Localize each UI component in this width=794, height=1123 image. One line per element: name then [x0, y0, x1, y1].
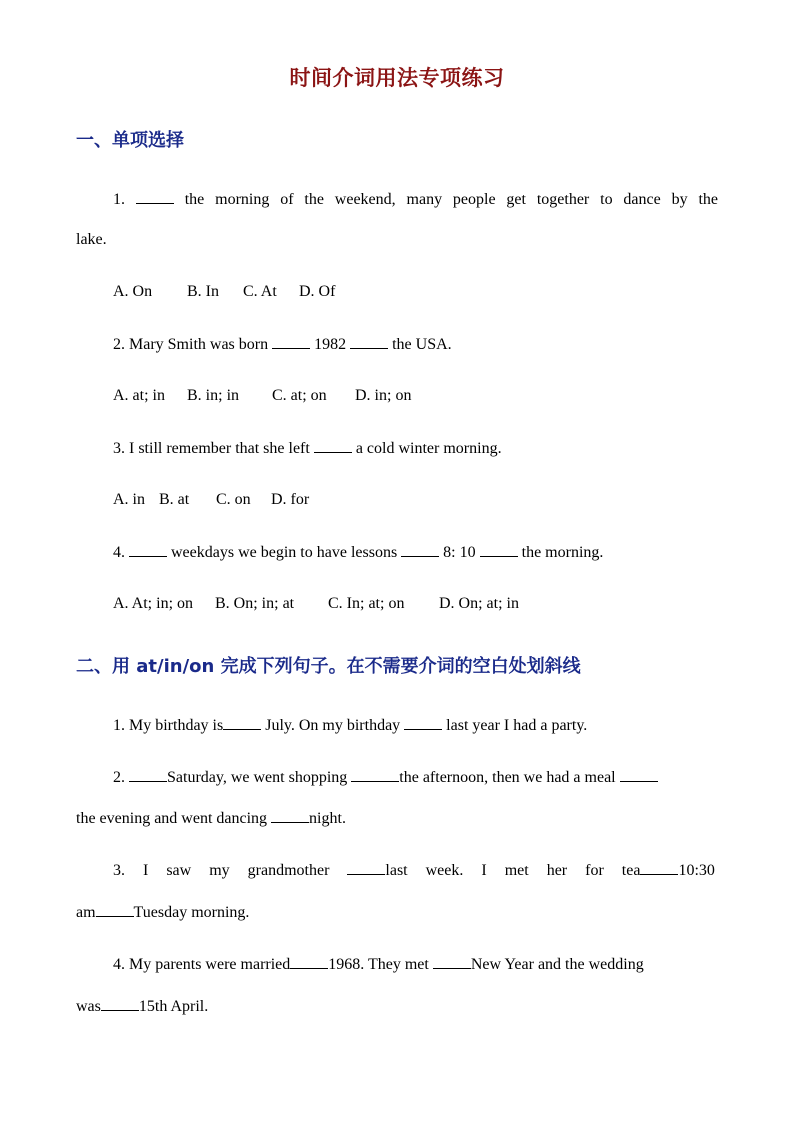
- question-number: 1.: [113, 191, 125, 208]
- question-2-options: [113, 386, 411, 406]
- sentence-text: was: [76, 998, 101, 1015]
- answer-blank[interactable]: [350, 334, 388, 349]
- answer-blank[interactable]: [96, 902, 134, 917]
- answer-blank[interactable]: [401, 542, 439, 557]
- question-text: weekdays we begin to have lessons: [171, 544, 398, 561]
- answer-blank[interactable]: [136, 189, 174, 204]
- sentence-text: the evening and went dancing: [76, 810, 268, 827]
- section-heading-single-choice: 一、单项选择: [76, 130, 184, 151]
- option-a[interactable]: A. at; in: [113, 387, 165, 404]
- sentence-4: [113, 954, 644, 975]
- answer-blank[interactable]: [620, 767, 658, 782]
- answer-blank[interactable]: [272, 334, 310, 349]
- option-c[interactable]: C. on: [216, 491, 251, 508]
- option-b[interactable]: B. at: [159, 491, 190, 508]
- sentence-text: Saturday, we went shopping: [167, 769, 348, 786]
- question-4-options: [113, 594, 519, 614]
- sentence-text: I saw my grandmother: [143, 862, 330, 879]
- question-3-options: [113, 490, 309, 510]
- question-3: [113, 438, 502, 459]
- sentence-4-continuation: [76, 996, 208, 1017]
- question-text: I still remember that she left: [129, 440, 310, 457]
- sentence-number: 3.: [113, 862, 125, 879]
- sentence-text: New Year and the wedding: [470, 956, 644, 973]
- option-a[interactable]: A. On: [113, 283, 153, 300]
- answer-blank[interactable]: [271, 808, 309, 823]
- sentence-number: 2.: [113, 769, 125, 786]
- sentence-text: 10:30: [678, 862, 715, 879]
- question-number: 4.: [113, 544, 125, 561]
- sentence-text: last week. I met her for tea: [385, 862, 641, 879]
- option-c[interactable]: C. In; at; on: [328, 595, 405, 612]
- option-a[interactable]: A. in: [113, 491, 145, 508]
- sentence-text: am: [76, 904, 96, 921]
- sentence-number: 4.: [113, 956, 125, 973]
- answer-blank[interactable]: [404, 715, 442, 730]
- answer-blank[interactable]: [480, 542, 518, 557]
- option-d[interactable]: D. On; at; in: [439, 595, 519, 612]
- option-d[interactable]: D. for: [271, 491, 310, 508]
- answer-blank[interactable]: [433, 954, 471, 969]
- answer-blank[interactable]: [223, 715, 261, 730]
- option-b[interactable]: B. in; in: [187, 387, 240, 404]
- option-d[interactable]: D. Of: [299, 283, 336, 300]
- answer-blank[interactable]: [347, 860, 385, 875]
- sentence-number: 1.: [113, 717, 125, 734]
- question-4: [113, 542, 603, 563]
- question-text: lake.: [76, 231, 107, 248]
- question-number: 3.: [113, 440, 125, 457]
- question-text: 1982: [314, 336, 347, 353]
- section-heading-fill-in: 二、用 at/in/on 完成下列句子。在不需要介词的空白处划斜线: [76, 656, 581, 677]
- page-title: 时间介词用法专项练习: [289, 65, 505, 90]
- question-text: Mary Smith was born: [129, 336, 269, 353]
- option-c[interactable]: C. at; on: [272, 387, 327, 404]
- sentence-2-continuation: [76, 808, 346, 829]
- sentence-text: the afternoon, then we had a meal: [399, 769, 616, 786]
- answer-blank[interactable]: [101, 996, 139, 1011]
- option-c[interactable]: C. At: [243, 283, 277, 300]
- sentence-text: last year I had a party.: [446, 717, 588, 734]
- answer-blank[interactable]: [290, 954, 328, 969]
- sentence-text: 15th April.: [138, 998, 209, 1015]
- question-text: the morning.: [521, 544, 604, 561]
- question-text: the USA.: [392, 336, 452, 353]
- answer-blank[interactable]: [129, 542, 167, 557]
- sentence-1: [113, 715, 587, 736]
- sentence-2: [113, 767, 658, 788]
- question-1: [113, 189, 718, 210]
- sentence-text: My parents were married: [129, 956, 291, 973]
- sentence-3-continuation: [76, 902, 249, 923]
- option-b[interactable]: B. In: [187, 283, 219, 300]
- question-text: 8: 10: [443, 544, 476, 561]
- question-1-options: [113, 282, 335, 302]
- sentence-3: [113, 860, 715, 881]
- sentence-text: night.: [309, 810, 346, 827]
- option-b[interactable]: B. On; in; at: [215, 595, 295, 612]
- answer-blank[interactable]: [129, 767, 167, 782]
- sentence-text: Tuesday morning.: [133, 904, 250, 921]
- question-text: a cold winter morning.: [355, 440, 502, 457]
- answer-blank[interactable]: [314, 438, 352, 453]
- sentence-text: 1968. They met: [328, 956, 429, 973]
- question-1-continuation: [76, 230, 107, 250]
- question-text: the morning of the weekend, many people get together to dance by the: [184, 191, 718, 208]
- answer-blank[interactable]: [640, 860, 678, 875]
- option-d[interactable]: D. in; on: [355, 387, 412, 404]
- option-a[interactable]: A. At; in; on: [113, 595, 194, 612]
- sentence-text: July. On my birthday: [265, 717, 401, 734]
- sentence-text: My birthday is: [129, 717, 224, 734]
- answer-blank[interactable]: [351, 767, 399, 782]
- question-2: [113, 334, 452, 355]
- question-number: 2.: [113, 336, 125, 353]
